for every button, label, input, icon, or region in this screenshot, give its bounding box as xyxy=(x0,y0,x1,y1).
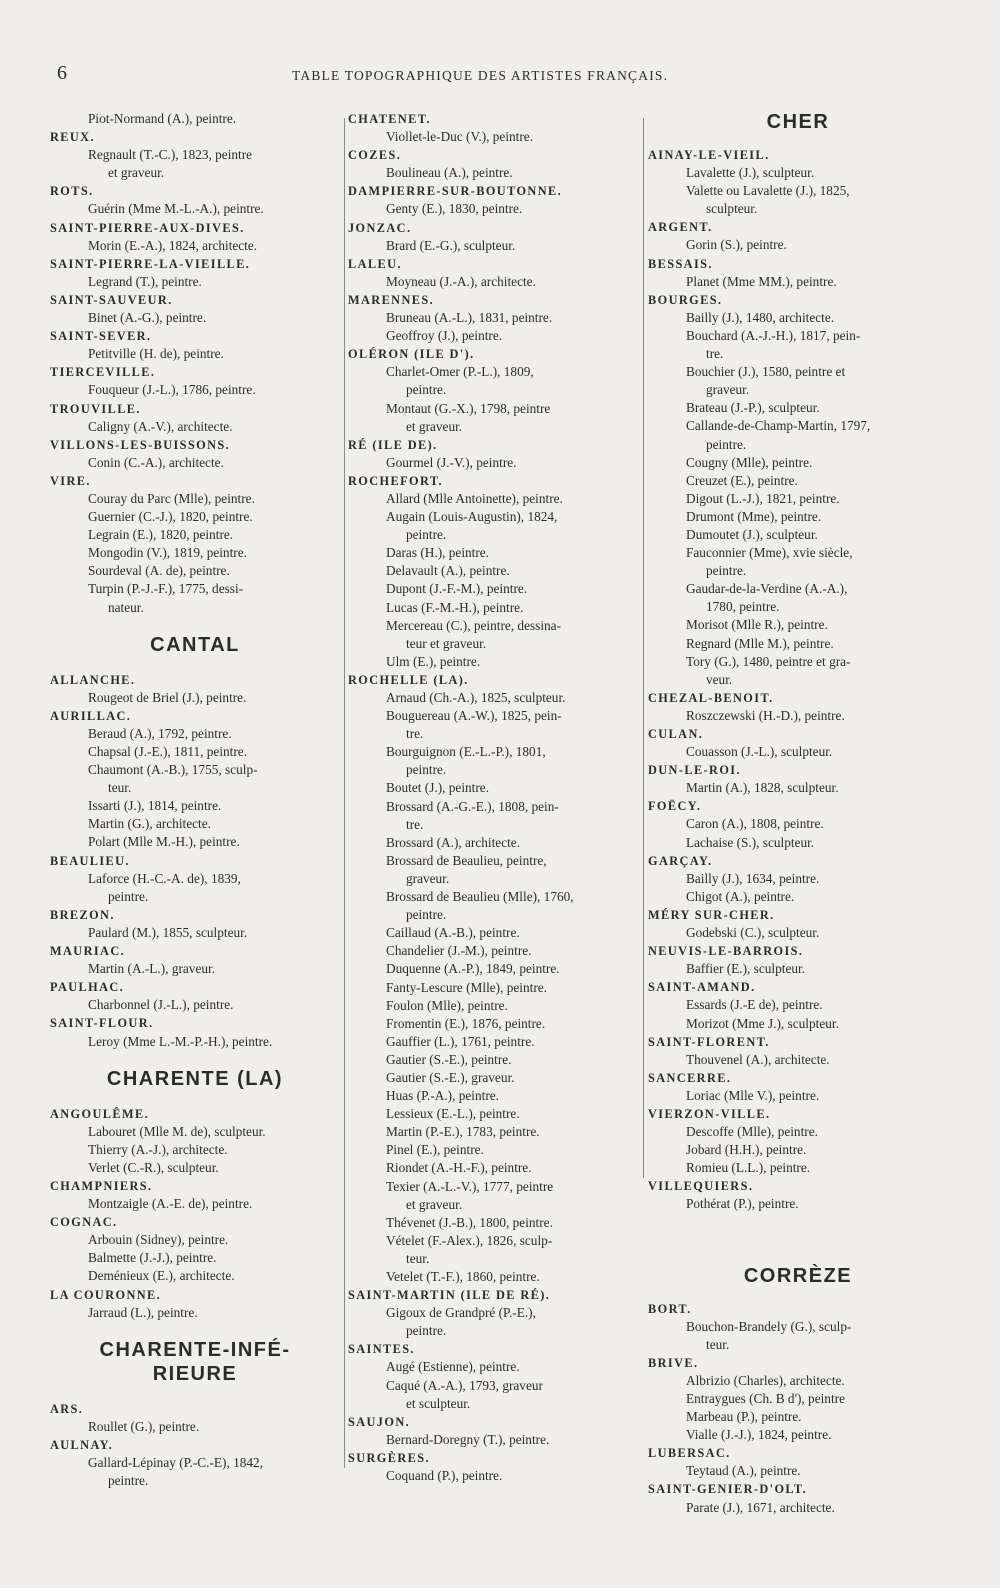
place-heading: DAMPIERRE-SUR-BOUTONNE. xyxy=(348,184,563,199)
artist-entry: Duquenne (A.-P.), 1849, peintre. xyxy=(386,961,560,977)
artist-entry: Martin (A.-L.), graveur. xyxy=(88,961,216,977)
artist-entry: Bernard-Doregny (T.), peintre. xyxy=(386,1431,550,1447)
artist-entry: Lachaise (S.), sculpteur. xyxy=(686,834,815,850)
artist-entry: Paulard (M.), 1855, sculpteur. xyxy=(88,924,248,940)
artist-entry: Gautier (S.-E.), graveur. xyxy=(386,1069,515,1085)
artist-entry: Essards (J.-E de), peintre. xyxy=(686,997,823,1013)
artist-entry: Mongodin (V.), 1819, peintre. xyxy=(88,545,247,561)
artist-entry: Drumont (Mme), peintre. xyxy=(686,508,822,524)
artist-entry: Bouchard (A.-J.-H.), 1817, pein- xyxy=(686,327,861,343)
column-right xyxy=(648,110,948,1517)
place-heading: LALEU. xyxy=(348,256,402,271)
place-heading: AINAY-LE-VIEIL. xyxy=(648,148,770,162)
artist-entry: Brateau (J.-P.), sculpteur. xyxy=(686,400,820,416)
artist-entry: Guérin (Mme M.-L.-A.), peintre. xyxy=(88,201,264,217)
artist-entry: Morin (E.-A.), 1824, architecte. xyxy=(88,237,258,253)
artist-entry: Deménieux (E.), architecte. xyxy=(88,1268,235,1284)
artist-entry: Gigoux de Grandpré (P.-E.), xyxy=(386,1305,536,1321)
place-heading: SAUJON. xyxy=(348,1414,411,1429)
artist-entry: Regnault (T.-C.), 1823, peintre xyxy=(88,147,253,163)
artist-entry: Jarraud (L.), peintre. xyxy=(88,1304,198,1320)
place-heading: ANGOULÊME. xyxy=(50,1106,150,1121)
artist-entry: Laforce (H.-C.-A. de), 1839, xyxy=(88,870,241,886)
artist-entry: Caron (A.), 1808, peintre. xyxy=(686,816,824,832)
artist-entry: Brard (E.-G.), sculpteur. xyxy=(386,237,516,253)
artist-entry: Valette ou Lavalette (J.), 1825, xyxy=(686,183,850,199)
artist-entry: Bouguereau (A.-W.), 1825, pein- xyxy=(386,708,562,724)
artist-entry: Martin (G.), architecte. xyxy=(88,816,211,832)
artist-entry: Fanty-Lescure (Mlle), peintre. xyxy=(386,979,547,995)
artist-entry: Gautier (S.-E.), peintre. xyxy=(386,1051,512,1067)
place-heading: VILLEQUIERS. xyxy=(648,1179,754,1194)
artist-entry: Bouchier (J.), 1580, peintre et xyxy=(686,364,846,380)
entry-continuation: teur. xyxy=(108,780,132,796)
artist-entry: Chigot (A.), peintre. xyxy=(686,888,795,904)
artist-entry: Vételet (F.-Alex.), 1826, sculp- xyxy=(386,1232,553,1248)
entry-continuation: peintre. xyxy=(108,888,149,904)
artist-entry: Chandelier (J.-M.), peintre. xyxy=(386,943,532,959)
artist-entry: Boulineau (A.), peintre. xyxy=(386,165,513,181)
artist-entry: Geoffroy (J.), peintre. xyxy=(386,328,503,344)
artist-entry: Lessieux (E.-L.), peintre. xyxy=(386,1106,520,1122)
artist-entry: Issarti (J.), 1814, peintre. xyxy=(88,798,222,814)
entry-continuation: peintre. xyxy=(406,527,447,543)
entry-continuation: teur. xyxy=(406,1250,430,1266)
artist-entry: Bailly (J.), 1480, architecte. xyxy=(686,309,835,325)
running-title: TABLE TOPOGRAPHIQUE DES ARTISTES FRANÇAIS. xyxy=(292,68,669,83)
department-heading: CHARENTE (LA) xyxy=(106,1067,284,1090)
place-heading: TROUVILLE. xyxy=(50,401,141,416)
artist-entry: Arbouin (Sidney), peintre. xyxy=(88,1232,229,1248)
artist-entry: Thouvenel (A.), architecte. xyxy=(686,1051,830,1067)
entry-continuation: peintre. xyxy=(406,382,447,398)
place-heading: LUBERSAC. xyxy=(648,1446,731,1461)
place-heading: AURILLAC. xyxy=(50,708,132,723)
place-heading: SAINT-GENIER-D'OLT. xyxy=(648,1482,808,1497)
entry-continuation: 1780, peintre. xyxy=(706,599,780,615)
artist-entry: Beraud (A.), 1792, peintre. xyxy=(88,725,232,741)
column-rule-left xyxy=(344,118,345,1468)
artist-entry: Fauconnier (Mme), xvie siècle, xyxy=(686,545,853,561)
place-heading: LA COURONNE. xyxy=(50,1287,162,1302)
entry-continuation: peintre. xyxy=(406,762,447,778)
artist-entry: Couasson (J.-L.), sculpteur. xyxy=(686,744,833,760)
artist-entry: Montzaigle (A.-E. de), peintre. xyxy=(88,1196,253,1212)
artist-entry: Binet (A.-G.), peintre. xyxy=(88,310,207,326)
place-heading: CHEZAL-BENOIT. xyxy=(648,690,774,705)
artist-entry: Delavault (A.), peintre. xyxy=(386,563,510,579)
entry-continuation: peintre. xyxy=(706,563,747,579)
spacer xyxy=(50,657,340,671)
place-heading: SAINT-PIERRE-LA-VIEILLE. xyxy=(50,256,251,271)
spacer xyxy=(648,1288,948,1300)
place-heading: ROCHELLE (LA). xyxy=(348,672,469,687)
place-heading: BOURGES. xyxy=(648,292,723,307)
artist-entry: Gaudar-de-la-Verdine (A.-A.), xyxy=(686,581,848,597)
place-heading: JONZAC. xyxy=(348,220,412,235)
artist-entry: Coquand (P.), peintre. xyxy=(386,1468,503,1484)
artist-entry: Brossard (A.-G.-E.), 1808, pein- xyxy=(386,798,559,814)
entry-continuation: et sculpteur. xyxy=(406,1395,471,1411)
artist-entry: Dumoutet (J.), sculpteur. xyxy=(686,526,818,542)
place-heading: ALLANCHE. xyxy=(50,672,136,687)
department-heading: CANTAL xyxy=(150,633,240,656)
place-heading: MÉRY SUR-CHER. xyxy=(648,907,775,922)
place-heading: VIRE. xyxy=(50,473,91,488)
artist-entry: Marbeau (P.), peintre. xyxy=(686,1409,802,1425)
department-heading: CHARENTE-INFÉ- xyxy=(99,1338,291,1361)
place-heading: ROTS. xyxy=(50,184,94,199)
artist-entry: Gallard-Lépinay (P.-C.-E), 1842, xyxy=(88,1455,264,1470)
entry-continuation: graveur. xyxy=(406,870,450,886)
artist-entry: Arnaud (Ch.-A.), 1825, sculpteur. xyxy=(386,690,566,705)
artist-entry: Jobard (H.H.), peintre. xyxy=(686,1142,807,1158)
entry-continuation: et graveur. xyxy=(406,1196,463,1212)
artist-entry: Romieu (L.L.), peintre. xyxy=(686,1160,811,1176)
artist-entry: Legrain (E.), 1820, peintre. xyxy=(88,527,234,543)
artist-entry: Turpin (P.-J.-F.), 1775, dessi- xyxy=(88,581,244,597)
artist-entry: Gourmel (J.-V.), peintre. xyxy=(386,454,517,470)
entry-continuation: tre. xyxy=(406,816,424,832)
artist-entry: Texier (A.-L.-V.), 1777, peintre xyxy=(386,1178,554,1194)
artist-entry: Charlet-Omer (P.-L.), 1809, xyxy=(386,364,534,380)
artist-entry: Fouqueur (J.-L.), 1786, peintre. xyxy=(88,382,256,398)
column-middle xyxy=(348,110,638,1485)
artist-entry: Augain (Louis-Augustin), 1824, xyxy=(386,509,558,525)
place-heading: CULAN. xyxy=(648,727,704,741)
place-heading: SAINT-PIERRE-AUX-DIVES. xyxy=(50,220,245,235)
place-heading: SAINTES. xyxy=(348,1342,415,1357)
artist-entry: Pinel (E.), peintre. xyxy=(386,1142,484,1158)
artist-entry: Vialle (J.-J.), 1824, peintre. xyxy=(686,1427,832,1443)
artist-entry: Allard (Mlle Antoinette), peintre. xyxy=(386,490,563,506)
artist-entry: Roszczewski (H.-D.), peintre. xyxy=(686,707,845,723)
artist-entry: Petitville (H. de), peintre. xyxy=(88,346,224,362)
artist-entry: Leroy (Mme L.-M.-P.-H.), peintre. xyxy=(88,1033,273,1049)
artist-entry: Caqué (A.-A.), 1793, graveur xyxy=(386,1377,543,1393)
artist-entry: Lucas (F.-M.-H.), peintre. xyxy=(386,599,524,615)
artist-entry: Loriac (Mlle V.), peintre. xyxy=(686,1087,820,1103)
place-heading: BESSAIS. xyxy=(648,256,713,271)
entry-continuation: teur. xyxy=(706,1336,730,1352)
place-heading: BEAULIEU. xyxy=(50,853,130,868)
spacer xyxy=(50,1051,340,1067)
artist-entry: Caligny (A.-V.), architecte. xyxy=(88,418,233,434)
artist-entry: Bruneau (A.-L.), 1831, peintre. xyxy=(386,310,553,326)
artist-entry: Rougeot de Briel (J.), peintre. xyxy=(88,689,247,705)
artist-entry: Descoffe (Mlle), peintre. xyxy=(686,1124,818,1140)
artist-entry: Montaut (G.-X.), 1798, peintre xyxy=(386,400,551,416)
artist-entry: Tory (G.), 1480, peintre et gra- xyxy=(686,653,851,669)
artist-entry: Morizot (Mme J.), sculpteur. xyxy=(686,1015,839,1031)
place-heading: DUN-LE-ROI. xyxy=(648,763,741,778)
artist-entry: Roullet (G.), peintre. xyxy=(88,1418,200,1434)
entry-continuation: tre. xyxy=(406,726,424,742)
artist-entry: Gorin (S.), peintre. xyxy=(686,237,787,253)
artist-entry: Huas (P.-A.), peintre. xyxy=(386,1088,499,1104)
place-heading: SAINT-FLORENT. xyxy=(648,1034,770,1049)
entry-continuation: et graveur. xyxy=(406,418,463,434)
artist-entry: Digout (L.-J.), 1821, peintre. xyxy=(686,490,840,506)
artist-entry: Conin (C.-A.), architecte. xyxy=(88,454,224,470)
entry-continuation: et graveur. xyxy=(108,165,165,181)
artist-entry: Lavalette (J.), sculpteur. xyxy=(686,165,815,181)
place-heading: MAURIAC. xyxy=(50,944,126,959)
page-header xyxy=(0,62,1000,92)
spacer xyxy=(50,617,340,633)
artist-entry: Parate (J.), 1671, architecte. xyxy=(686,1499,835,1515)
artist-entry: Mercereau (C.), peintre, dessina- xyxy=(386,617,561,633)
artist-entry: Polart (Mlle M.-H.), peintre. xyxy=(88,834,240,850)
place-heading: SANCERRE. xyxy=(648,1070,732,1085)
place-heading: FOËCY. xyxy=(648,799,702,814)
artist-entry: Thierry (A.-J.), architecte. xyxy=(88,1141,228,1157)
artist-entry: Moyneau (J.-A.), architecte. xyxy=(386,273,536,289)
artist-entry: Godebski (C.), sculpteur. xyxy=(686,925,820,941)
place-heading: MARENNES. xyxy=(348,292,435,307)
artist-entry: Gauffier (L.), 1761, peintre. xyxy=(386,1033,535,1049)
entry-continuation: sculpteur. xyxy=(706,201,758,217)
artist-entry: Charbonnel (J.-L.), peintre. xyxy=(88,997,234,1013)
place-heading: PAULHAC. xyxy=(50,980,125,995)
entry-continuation: graveur. xyxy=(706,382,750,398)
place-heading: CHATENET. xyxy=(348,112,431,126)
spacer xyxy=(50,1091,340,1105)
place-heading: VILLONS-LES-BUISSONS. xyxy=(50,437,231,452)
artist-entry: Baffier (E.), sculpteur. xyxy=(686,961,806,977)
artist-entry: Sourdeval (A. de), peintre. xyxy=(88,563,230,579)
place-heading: SURGÈRES. xyxy=(348,1450,430,1465)
spacer xyxy=(648,134,948,146)
place-heading: CHAMPNIERS. xyxy=(50,1178,153,1193)
artist-entry: Viollet-le-Duc (V.), peintre. xyxy=(386,129,534,145)
spacer xyxy=(50,1386,340,1400)
artist-entry: Martin (A.), 1828, sculpteur. xyxy=(686,780,839,796)
artist-entry: Bouchon-Brandely (G.), sculp- xyxy=(686,1318,852,1334)
artist-entry: Bailly (J.), 1634, peintre. xyxy=(686,870,820,886)
artist-entry: Genty (E.), 1830, peintre. xyxy=(386,201,523,217)
artist-entry: Albrizio (Charles), architecte. xyxy=(686,1372,845,1388)
entry-continuation: tre. xyxy=(706,346,724,362)
artist-entry: Cougny (Mlle), peintre. xyxy=(686,454,813,470)
artist-entry: Teytaud (A.), peintre. xyxy=(686,1463,801,1479)
column-left xyxy=(50,110,340,1490)
place-heading: REUX. xyxy=(50,130,95,145)
entry-continuation: peintre. xyxy=(706,436,747,452)
place-heading: COZES. xyxy=(348,148,402,163)
place-heading: SAINT-AMAND. xyxy=(648,980,756,995)
place-heading: COGNAC. xyxy=(50,1215,118,1230)
artist-entry: Vetelet (T.-F.), 1860, peintre. xyxy=(386,1269,540,1284)
place-heading: AULNAY. xyxy=(50,1437,114,1452)
artist-entry: Chaumont (A.-B.), 1755, sculp- xyxy=(88,762,258,778)
place-heading: VIERZON-VILLE. xyxy=(648,1106,771,1121)
artist-entry: Guernier (C.-J.), 1820, peintre. xyxy=(88,509,253,525)
artist-entry: Brossard (A.), architecte. xyxy=(386,834,521,850)
column-rule-right xyxy=(643,118,644,1178)
spacer xyxy=(648,1214,948,1264)
artist-entry: Dupont (J.-F.-M.), peintre. xyxy=(386,581,528,597)
entry-continuation: nateur. xyxy=(108,599,144,615)
spacer xyxy=(50,1322,340,1338)
place-heading: GARÇAY. xyxy=(648,853,713,868)
artist-entry: Verlet (C.-R.), sculpteur. xyxy=(88,1159,219,1175)
place-heading: ROCHEFORT. xyxy=(348,473,443,488)
entry-continuation: peintre. xyxy=(406,1323,447,1339)
page-number: 6 xyxy=(57,62,67,84)
entry-continuation: teur et graveur. xyxy=(406,635,487,651)
entry-continuation: peintre. xyxy=(406,907,447,923)
place-heading: ARS. xyxy=(50,1401,84,1416)
artist-entry: Augé (Estienne), peintre. xyxy=(386,1359,520,1375)
artist-entry: Morisot (Mlle R.), peintre. xyxy=(686,617,828,633)
artist-entry: Fromentin (E.), 1876, peintre. xyxy=(386,1015,546,1031)
place-heading: NEUVIS-LE-BARROIS. xyxy=(648,944,804,959)
place-heading: TIERCEVILLE. xyxy=(50,365,156,380)
place-heading: BRIVE. xyxy=(648,1355,699,1370)
place-heading: SAINT-FLOUR. xyxy=(50,1016,154,1031)
department-heading: CHER xyxy=(766,111,830,133)
artist-entry: Labouret (Mlle M. de), sculpteur. xyxy=(88,1123,266,1139)
artist-entry: Callande-de-Champ-Martin, 1797, xyxy=(686,418,871,434)
artist-entry: Balmette (J.-J.), peintre. xyxy=(88,1250,217,1266)
artist-entry: Chapsal (J.-E.), 1811, peintre. xyxy=(88,744,248,759)
place-heading: ARGENT. xyxy=(648,220,713,235)
place-heading: SAINT-MARTIN (ILE DE RÉ). xyxy=(348,1288,551,1303)
department-heading: RIEURE xyxy=(152,1362,238,1385)
place-heading: BREZON. xyxy=(50,907,115,922)
place-heading: SAINT-SEVER. xyxy=(50,329,152,344)
artist-entry: Regnard (Mlle M.), peintre. xyxy=(686,635,834,651)
artist-entry: Legrand (T.), peintre. xyxy=(88,273,202,289)
artist-entry: Couray du Parc (Mlle), peintre. xyxy=(88,490,255,506)
artist-entry: Brossard de Beaulieu (Mlle), 1760, xyxy=(386,889,574,905)
department-heading: CORRÈZE xyxy=(743,1264,853,1287)
artist-entry: Ulm (E.), peintre. xyxy=(386,653,481,669)
artist-entry: Bourguignon (E.-L.-P.), 1801, xyxy=(386,744,546,760)
place-heading: SAINT-SAUVEUR. xyxy=(50,292,173,307)
artist-entry: Creuzet (E.), peintre. xyxy=(686,472,798,488)
artist-entry: Daras (H.), peintre. xyxy=(386,545,490,561)
entry-continuation: peintre. xyxy=(108,1473,149,1489)
artist-entry: Piot-Normand (A.), peintre. xyxy=(88,111,237,126)
place-heading: RÉ (ILE DE). xyxy=(348,437,438,452)
artist-entry: Boutet (J.), peintre. xyxy=(386,780,490,796)
artist-entry: Riondet (A.-H.-F.), peintre. xyxy=(386,1160,532,1176)
artist-entry: Entraygues (Ch. B d'), peintre xyxy=(686,1391,845,1406)
artist-entry: Caillaud (A.-B.), peintre. xyxy=(386,925,520,941)
artist-entry: Planet (Mme MM.), peintre. xyxy=(686,273,837,289)
artist-entry: Thévenet (J.-B.), 1800, peintre. xyxy=(386,1214,553,1230)
artist-entry: Foulon (Mlle), peintre. xyxy=(386,997,508,1013)
artist-entry: Martin (P.-E.), 1783, peintre. xyxy=(386,1124,540,1140)
place-heading: OLÉRON (ILE D'). xyxy=(348,347,475,362)
entry-continuation: veur. xyxy=(706,671,733,687)
place-heading: BORT. xyxy=(648,1301,692,1316)
artist-entry: Pothérat (P.), peintre. xyxy=(686,1196,799,1212)
artist-entry: Brossard de Beaulieu, peintre, xyxy=(386,852,547,868)
